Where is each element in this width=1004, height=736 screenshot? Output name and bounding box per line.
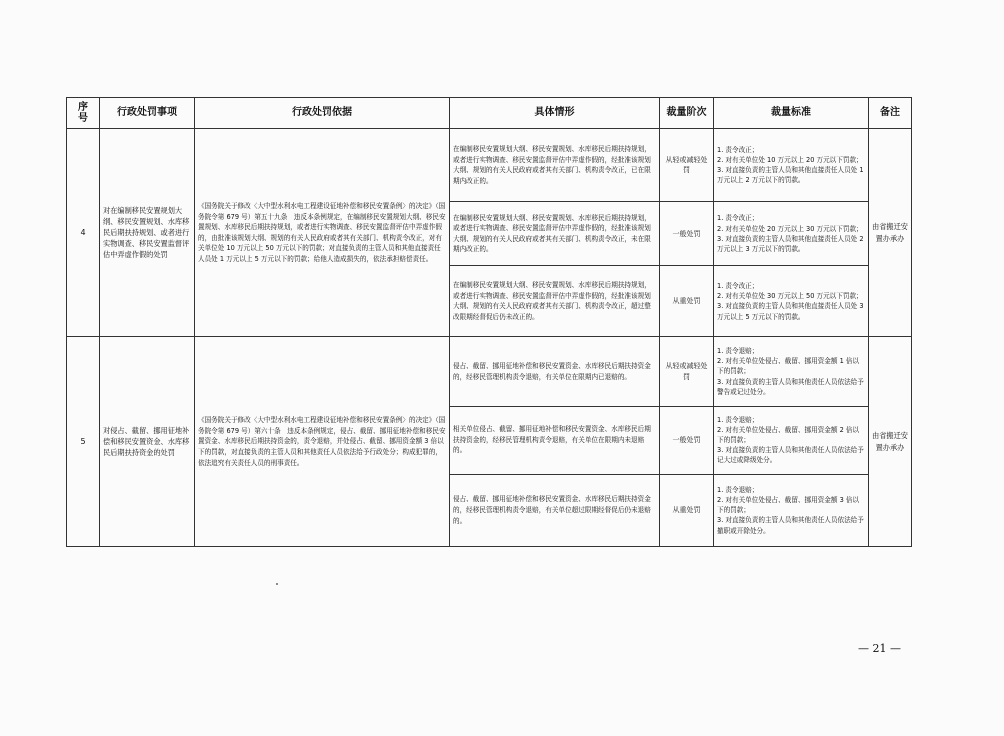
standard-line: 3. 对直接负责的主管人员和其他责任人员依法给予记大过或降级处分。 [717,446,864,465]
header-seq-line-2: 号 [78,113,88,124]
standard-line: 2. 对有关单位处侵占、截留、挪用资金额 1 倍以下的罚款； [717,357,860,376]
standard-line: 2. 对有关单位处 30 万元以上 50 万元以下罚款； [717,292,863,301]
row-seq: 4 [67,129,100,337]
row-remark: 由省搬迁安置办承办 [869,129,912,337]
header-standard: 裁量标准 [714,98,869,129]
row-level: 从轻或减轻处罚 [660,129,714,202]
table-row [67,129,912,202]
header-situation: 具体情形 [450,98,660,129]
row-level: 从轻或减轻处罚 [660,337,714,406]
row-basis: 《国务院关于修改〈大中型水利水电工程建设征地补偿和移民安置条例〉的决定》（国务院令第 679 号）第六十条 违反本条例规定，侵占、截留、挪用征地补偿和移民安置资金、水库移民后期扶持资金的，责令退赔，并处侵占、截留、挪用资金额 3 倍以下的罚款，对直接负责的主管人员和其他责任人员依法给予行政处分；构成犯罪的，依法追究有关责任人员的刑事责任。 [195,337,450,547]
header-item: 行政处罚事项 [100,98,195,129]
standard-line: 3. 对直接负责的主管人员和其他直接责任人员处 1 万元以上 2 万元以下的罚款。 [717,166,864,185]
table-header [67,98,912,129]
row-standard [714,202,869,266]
row-standard [714,337,869,406]
row-standard [714,129,869,202]
row-level: 一般处罚 [660,406,714,474]
row-seq: 5 [67,337,100,547]
standard-line: 1. 责令退赔； [717,346,759,355]
header-level: 裁量阶次 [660,98,714,129]
standard-line: 1. 责令改正； [717,145,759,154]
table-row [67,337,912,406]
row-item: 对在编制移民安置规划大纲、移民安置规划、水库移民后期扶持规划、或者进行实物调查、移民安置监督评估中弄虚作假的处罚 [100,129,195,337]
table-body [67,129,912,547]
row-standard [714,266,869,337]
row-level: 从重处罚 [660,474,714,546]
row-standard [714,406,869,474]
standard-line: 2. 对有关单位处侵占、截留、挪用资金额 3 倍以下的罚款； [717,495,860,515]
standard-line: 1. 责令退赔； [717,415,759,424]
standard-line: 2. 对有关单位处侵占、截留、挪用资金额 2 倍以下的罚款； [717,425,860,444]
row-situation: 相关单位侵占、截留、挪用征地补偿和移民安置资金、水库移民后期扶持资金的，经移民管理机构责令退赔，有关单位在限期内未退赔的。 [450,406,660,474]
standard-line: 3. 对直接负责的主管人员和其他直接责任人员处 3 万元以上 5 万元以下的罚款。 [717,302,864,321]
penalty-table [66,97,912,547]
row-level: 一般处罚 [660,202,714,266]
stray-mark [276,583,278,585]
page-number: — 21 — [858,642,901,655]
standard-line: 3. 对直接负责的主管人员和其他责任人员依法给予警告或记过处分。 [717,377,864,396]
row-situation: 侵占、截留、挪用征地补偿和移民安置资金、水库移民后期扶持资金的，经移民管理机构责令退赔，有关单位在限期内已退赔的。 [450,337,660,406]
row-remark: 由省搬迁安置办承办 [869,337,912,547]
standard-line: 3. 对直接负责的主管人员和其他责任人员依法给予撤职或开除处分。 [717,516,864,535]
row-situation: 侵占、截留、挪用征地补偿和移民安置资金、水库移民后期扶持资金的，经移民管理机构责令退赔，有关单位超过限期经督促后仍未退赔的。 [450,474,660,546]
row-situation: 在编制移民安置规划大纲、移民安置规划、水库移民后期扶持规划，或者进行实物调查、移民安置监督评估中弄虚作假的，经批准该规划大纲、规划的有关人民政府或者其有关部门、机构责令改正，超过整改限期经督促后仍未改正的。 [450,266,660,337]
standard-line: 2. 对有关单位处 10 万元以上 20 万元以下罚款； [717,155,863,164]
row-basis: 《国务院关于修改〈大中型水利水电工程建设征地补偿和移民安置条例〉的决定》（国务院令第 679 号）第五十九条 违反本条例规定，在编制移民安置规划大纲、移民安置规划、水库移民后期扶持规划，或者进行实物调查、移民安置监督评估中弄虚作假的，由批准该规划大纲、规划的有关人民政府或者其有关部门、机构责令改正，对有关单位处 10 万元以上 50 万元以下的罚款；对直接负责的主管人员和其他直接责任人员处 1 万元以上 5 万元以下的罚款；给他人造成损失的，依法承担赔偿责任。 [195,129,450,337]
header-seq [67,98,100,129]
header-seq-line-1: 序 [78,102,88,113]
header-basis: 行政处罚依据 [195,98,450,129]
standard-line: 1. 责令退赔； [717,485,759,494]
row-item: 对侵占、截留、挪用征地补偿和移民安置资金、水库移民后期扶持资金的处罚 [100,337,195,547]
standard-line: 2. 对有关单位处 20 万元以上 30 万元以下罚款； [717,224,863,233]
standard-line: 1. 责令改正； [717,281,759,290]
standard-line: 3. 对直接负责的主管人员和其他直接责任人员处 2 万元以上 3 万元以下的罚款。 [717,234,864,253]
row-situation: 在编制移民安置规划大纲、移民安置规划、水库移民后期扶持规划，或者进行实物调查、移民安置监督评估中弄虚作假的，经批准该规划大纲、规划的有关人民政府或者其有关部门、机构责令改正，已在限期内改正的。 [450,129,660,202]
row-standard [714,474,869,546]
standard-line: 1. 责令改正； [717,214,759,223]
row-level: 从重处罚 [660,266,714,337]
row-situation: 在编制移民安置规划大纲、移民安置规划、水库移民后期扶持规划，或者进行实物调查、移民安置监督评估中弄虚作假的，经批准该规划大纲、规划的有关人民政府或者其有关部门、机构责令改正，未在限期内改正的。 [450,202,660,266]
header-remark: 备注 [869,98,912,129]
